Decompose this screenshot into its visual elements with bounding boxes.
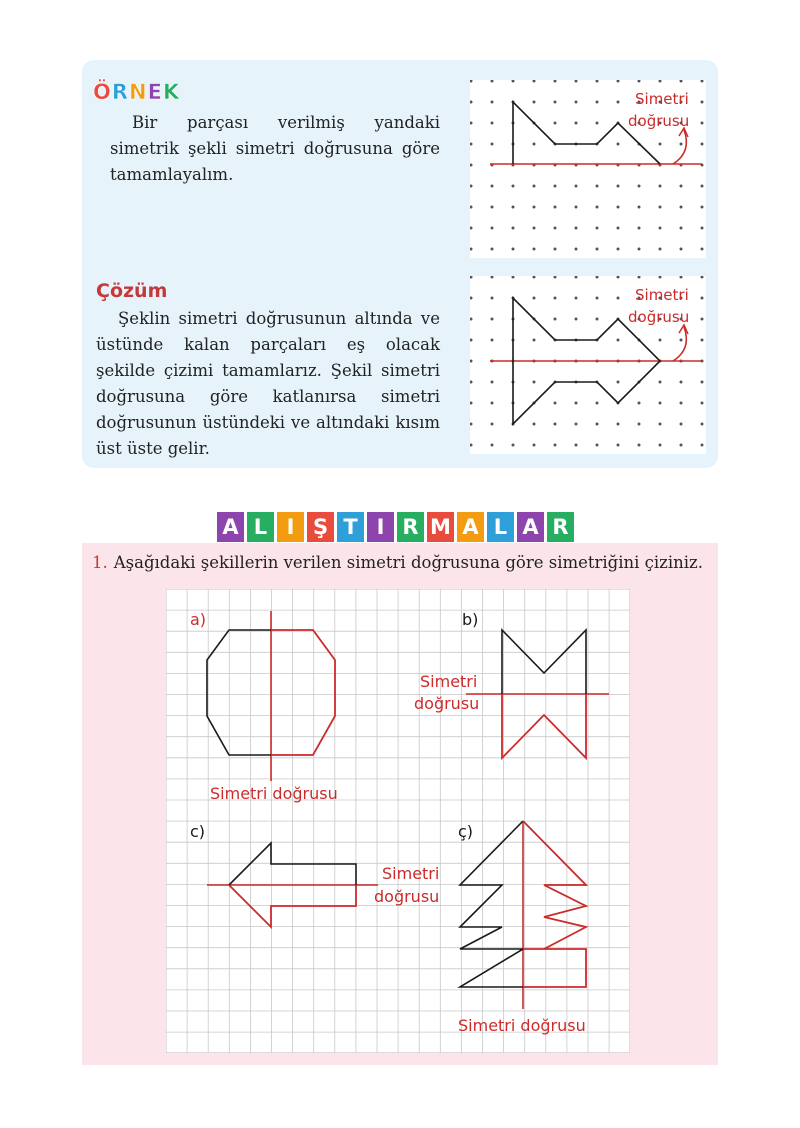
banner-letter: A — [457, 512, 484, 542]
grid-dot — [491, 143, 494, 146]
grid-dot — [554, 297, 557, 300]
solution-text — [96, 306, 440, 462]
solution-figure-label: doğrusu — [628, 308, 690, 326]
grid-dot — [575, 318, 578, 321]
grid-dot — [617, 101, 620, 104]
grid-dot — [701, 423, 704, 426]
grid-dot — [617, 339, 620, 342]
grid-dot — [701, 227, 704, 230]
grid-dot — [680, 444, 683, 447]
question-1 — [92, 553, 703, 572]
exercises-banner — [217, 512, 574, 542]
grid-dot — [596, 444, 599, 447]
question-text: Aşağıdaki şekillerin verilen simetri doğrusuna göre simetriğini çiziniz. — [113, 553, 703, 572]
grid-dot — [596, 248, 599, 251]
grid-dot — [596, 101, 599, 104]
grid-dot — [617, 381, 620, 384]
grid-dot — [512, 185, 515, 188]
grid-dot — [491, 318, 494, 321]
part-b-axis-label: doğrusu — [414, 694, 480, 713]
grid-dot — [491, 297, 494, 300]
example-heading-letter: R — [111, 80, 130, 104]
example-heading-letter: E — [147, 80, 163, 104]
grid-dot — [701, 381, 704, 384]
grid-dot — [701, 297, 704, 300]
grid-dot — [680, 227, 683, 230]
part-a-label: a) — [190, 610, 207, 629]
banner-letter: A — [517, 512, 544, 542]
grid-dot — [701, 185, 704, 188]
grid-dot — [575, 185, 578, 188]
grid-dot — [533, 423, 536, 426]
grid-dot — [659, 206, 662, 209]
grid-dot — [659, 185, 662, 188]
part-cc-axis-label: Simetri doğrusu — [458, 1016, 586, 1035]
part-c-axis-label: doğrusu — [374, 887, 440, 906]
grid-dot — [617, 444, 620, 447]
solution-title: Çözüm — [96, 280, 168, 302]
grid-dot — [701, 318, 704, 321]
grid-dot — [638, 402, 641, 405]
grid-dot — [554, 227, 557, 230]
grid-dot — [659, 423, 662, 426]
part-b-axis-label: Simetri — [420, 672, 478, 691]
grid-dot — [701, 339, 704, 342]
grid-dot — [617, 423, 620, 426]
grid-dot — [596, 227, 599, 230]
grid-dot — [533, 185, 536, 188]
grid-dot — [617, 185, 620, 188]
example-paragraph: Bir parçası verilmiş yandaki simetrik şekli simetri doğrusuna göre tamamlayalım. — [110, 113, 440, 184]
grid-dot — [596, 122, 599, 125]
grid-dot — [596, 206, 599, 209]
grid-dot — [533, 248, 536, 251]
grid-dot — [638, 227, 641, 230]
grid-dot — [596, 318, 599, 321]
banner-letter: I — [277, 512, 304, 542]
grid-dot — [533, 381, 536, 384]
solution-paragraph: Şeklin simetri doğrusunun altında ve üstünde kalan parçaları eş olacak şekilde çizimi tamamlarız. Şekil simetri doğrusuna göre katlanırsa simetri doğrusunun üstündeki ve altındaki kısım üst üste gelir. — [96, 309, 440, 458]
grid-dot — [575, 206, 578, 209]
banner-letter: A — [217, 512, 244, 542]
grid-dot — [575, 423, 578, 426]
grid-dot — [554, 185, 557, 188]
part-c-axis-label: Simetri — [382, 864, 440, 883]
grid-dot — [617, 227, 620, 230]
question-number: 1. — [92, 553, 108, 572]
grid-dot — [575, 101, 578, 104]
banner-letter: L — [487, 512, 514, 542]
grid-dot — [533, 206, 536, 209]
grid-dot — [554, 248, 557, 251]
grid-dot — [638, 206, 641, 209]
grid-dot — [533, 339, 536, 342]
banner-letter: I — [367, 512, 394, 542]
grid-dot — [638, 185, 641, 188]
example-heading-letter: Ö — [93, 80, 112, 104]
grid-dot — [680, 185, 683, 188]
grid-dot — [596, 185, 599, 188]
grid-dot — [680, 206, 683, 209]
grid-dot — [659, 143, 662, 146]
grid-dot — [617, 248, 620, 251]
grid-dot — [680, 381, 683, 384]
grid-dot — [638, 248, 641, 251]
grid-dot — [701, 206, 704, 209]
grid-dot — [554, 402, 557, 405]
grid-dot — [491, 444, 494, 447]
grid-dot — [680, 143, 683, 146]
grid-dot — [491, 423, 494, 426]
grid-dot — [491, 101, 494, 104]
example-figure-label: doğrusu — [628, 112, 690, 130]
grid-dot — [659, 248, 662, 251]
grid-dot — [659, 339, 662, 342]
exercise-grid — [166, 589, 630, 1053]
grid-dot — [554, 101, 557, 104]
grid-dot — [701, 101, 704, 104]
grid-dot — [617, 206, 620, 209]
grid-dot — [617, 297, 620, 300]
banner-letter: R — [547, 512, 574, 542]
grid-dot — [680, 423, 683, 426]
solution-dot-figure — [470, 276, 706, 454]
grid-dot — [575, 122, 578, 125]
grid-dot — [512, 227, 515, 230]
grid-dot — [491, 185, 494, 188]
grid-dot — [491, 381, 494, 384]
grid-dot — [617, 143, 620, 146]
grid-dot — [680, 248, 683, 251]
grid-dot — [701, 122, 704, 125]
grid-dot — [659, 402, 662, 405]
grid-dot — [659, 444, 662, 447]
grid-dot — [512, 248, 515, 251]
grid-dot — [701, 444, 704, 447]
grid-dot — [491, 402, 494, 405]
example-text — [110, 110, 440, 188]
grid-dot — [533, 143, 536, 146]
part-b-label: b) — [462, 610, 479, 629]
grid-dot — [554, 444, 557, 447]
grid-dot — [554, 122, 557, 125]
banner-letter: R — [397, 512, 424, 542]
solution-figure-label: Simetri — [635, 286, 689, 304]
grid-dot — [659, 381, 662, 384]
example-heading-letter: K — [162, 80, 181, 104]
grid-dot — [659, 227, 662, 230]
grid-dot — [638, 423, 641, 426]
grid-dot — [533, 227, 536, 230]
grid-dot — [575, 227, 578, 230]
grid-dot — [701, 143, 704, 146]
part-a-axis-label: Simetri doğrusu — [210, 784, 338, 803]
banner-letter: M — [427, 512, 454, 542]
grid-dot — [491, 227, 494, 230]
grid-dot — [554, 318, 557, 321]
grid-dot — [491, 339, 494, 342]
banner-letter: L — [247, 512, 274, 542]
grid-dot — [491, 248, 494, 251]
grid-dot — [596, 423, 599, 426]
grid-dot — [680, 402, 683, 405]
example-heading-letter: N — [129, 80, 148, 104]
banner-letter: T — [337, 512, 364, 542]
grid-dot — [512, 444, 515, 447]
grid-dot — [533, 444, 536, 447]
grid-dot — [575, 248, 578, 251]
grid-dot — [491, 206, 494, 209]
grid-dot — [638, 444, 641, 447]
grid-dot — [554, 423, 557, 426]
part-cc-label: ç) — [458, 822, 474, 841]
grid-dot — [533, 297, 536, 300]
grid-dot — [596, 297, 599, 300]
grid-dot — [533, 101, 536, 104]
part-c-label: c) — [190, 822, 206, 841]
grid-dot — [596, 402, 599, 405]
grid-dot — [680, 339, 683, 342]
example-heading — [93, 80, 180, 104]
grid-dot — [512, 206, 515, 209]
grid-dot — [701, 248, 704, 251]
example-figure-label: Simetri — [635, 90, 689, 108]
grid-dot — [575, 402, 578, 405]
grid-dot — [701, 402, 704, 405]
grid-dot — [491, 122, 494, 125]
grid-dot — [575, 444, 578, 447]
grid-dot — [575, 297, 578, 300]
grid-dot — [554, 206, 557, 209]
banner-letter: Ş — [307, 512, 334, 542]
example-dot-figure — [470, 80, 706, 258]
